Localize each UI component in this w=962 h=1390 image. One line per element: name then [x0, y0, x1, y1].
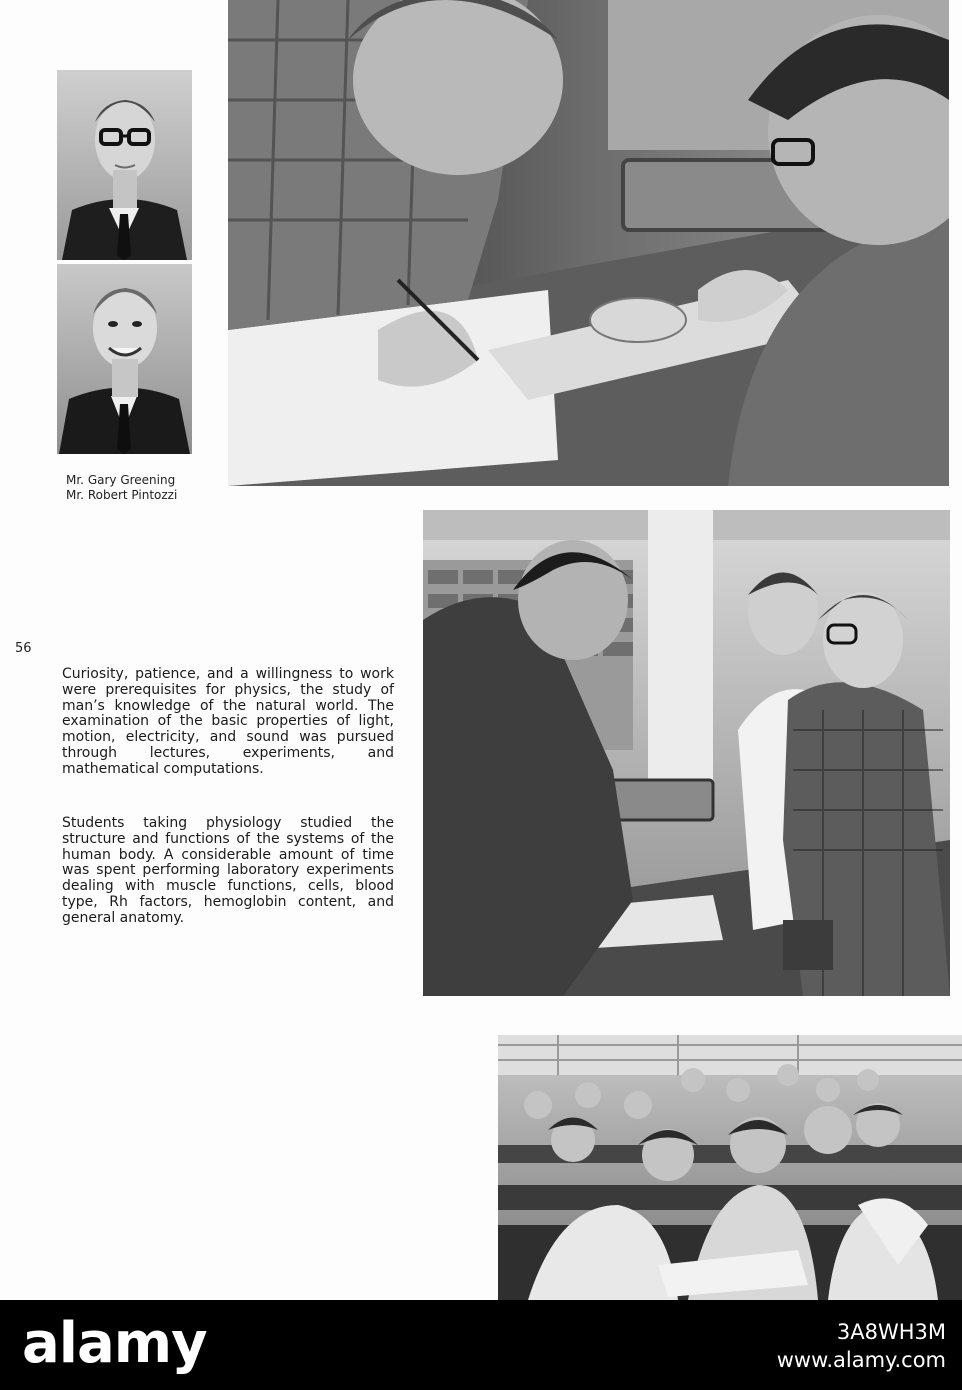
- photo-students-writing: [228, 0, 949, 486]
- caption-name-pintozzi: Mr. Robert Pintozzi: [66, 488, 178, 502]
- paragraph-physiology: Students taking physiology studied the structure and functions of the systems of the human body. A considerable amount of time was spent performing laboratory experiments dealing with muscle functions, cells, blood type, Rh factors, hemoglobin content, and general anatomy.: [62, 815, 394, 926]
- image-id: [837, 1320, 946, 1344]
- image-id-value: 3A8WH3M: [836, 1320, 946, 1344]
- portrait-photo-greening: [57, 70, 192, 260]
- paragraph-physics: Curiosity, patience, and a willingness to work were prerequisites for physics, the study of man’s knowledge of the natural world. The examination of the basic properties of light, motion, electricity, and sound was pursued through lectures, experiments, and mathematical computations.: [62, 666, 394, 777]
- portrait-photo-pintozzi: [57, 264, 192, 454]
- alamy-logo: alamy: [22, 1311, 207, 1376]
- caption-name-greening: Mr. Gary Greening: [66, 473, 176, 487]
- teacher-caption: [66, 473, 216, 503]
- photo-classroom: [498, 1035, 962, 1300]
- page-number: 56: [15, 641, 32, 656]
- photo-lab-instructor-students: [423, 510, 950, 996]
- site-url: www.alamy.com: [776, 1348, 946, 1372]
- stock-photo-footer: [0, 1300, 962, 1390]
